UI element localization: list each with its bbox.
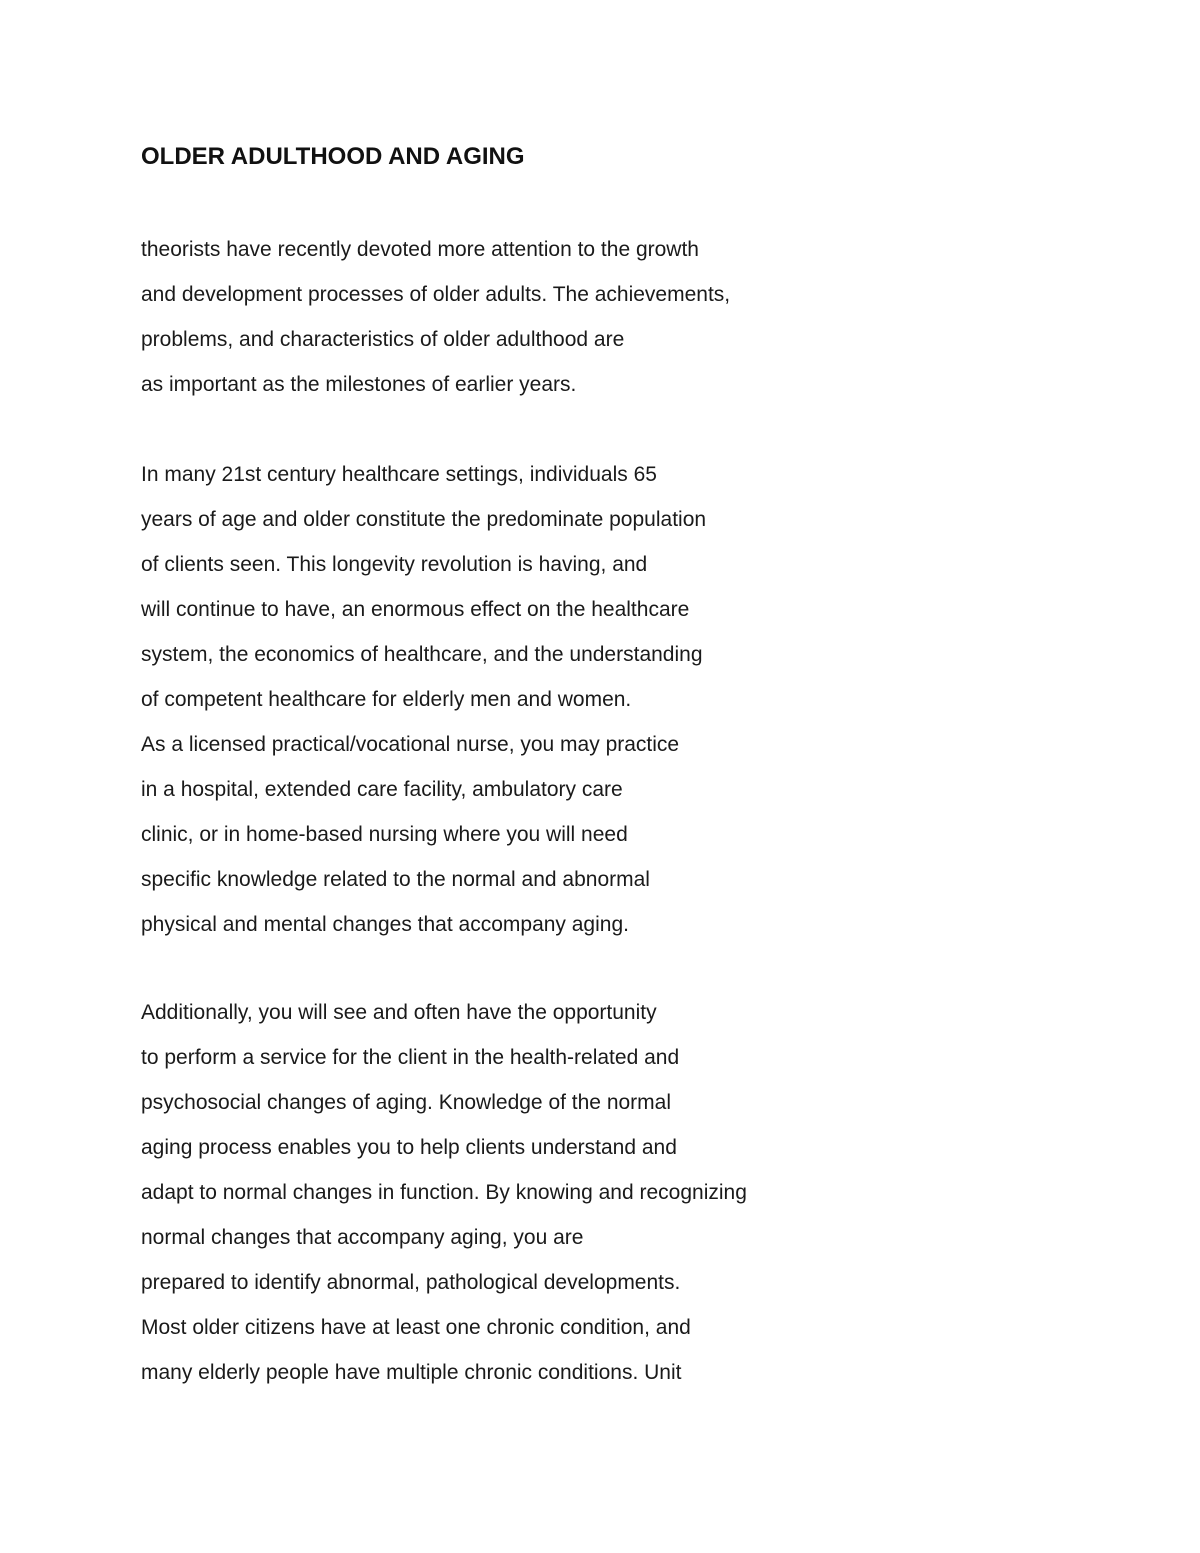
text-line: aging process enables you to help clients understand and [141, 1136, 677, 1159]
text-line: in a hospital, extended care facility, ambulatory care [141, 778, 623, 801]
text-line: to perform a service for the client in the health-related and [141, 1046, 680, 1069]
paragraph-3 [141, 990, 747, 1395]
text-line: psychosocial changes of aging. Knowledge of the normal [141, 1091, 672, 1114]
text-line: Most older citizens have at least one chronic condition, and [141, 1316, 691, 1339]
text-line: of clients seen. This longevity revolution is having, and [141, 553, 648, 576]
paragraph-2 [141, 452, 706, 947]
text-line: In many 21st century healthcare settings, individuals 65 [141, 463, 657, 486]
text-line: years of age and older constitute the predominate population [141, 508, 707, 531]
document-title: OLDER ADULTHOOD AND AGING [141, 143, 525, 170]
text-line: problems, and characteristics of older adulthood are [141, 328, 625, 351]
text-line: and development processes of older adults. The achievements, [141, 283, 731, 306]
text-line: clinic, or in home-based nursing where you will need [141, 823, 628, 846]
text-line: Additionally, you will see and often have the opportunity [141, 1001, 657, 1024]
text-line: adapt to normal changes in function. By knowing and recognizing [141, 1181, 747, 1204]
text-line: As a licensed practical/vocational nurse, you may practice [141, 733, 680, 756]
text-line: normal changes that accompany aging, you are [141, 1226, 584, 1249]
text-line: prepared to identify abnormal, pathological developments. [141, 1271, 681, 1294]
text-line: as important as the milestones of earlier years. [141, 373, 577, 396]
text-line: will continue to have, an enormous effect on the healthcare [141, 598, 690, 621]
text-line: theorists have recently devoted more attention to the growth [141, 238, 699, 261]
paragraph-1 [141, 227, 730, 407]
text-line: many elderly people have multiple chronic conditions. Unit [141, 1361, 682, 1384]
text-line: physical and mental changes that accompany aging. [141, 913, 629, 936]
text-line: specific knowledge related to the normal and abnormal [141, 868, 650, 891]
text-line: of competent healthcare for elderly men and women. [141, 688, 632, 711]
text-line: system, the economics of healthcare, and the understanding [141, 643, 703, 666]
